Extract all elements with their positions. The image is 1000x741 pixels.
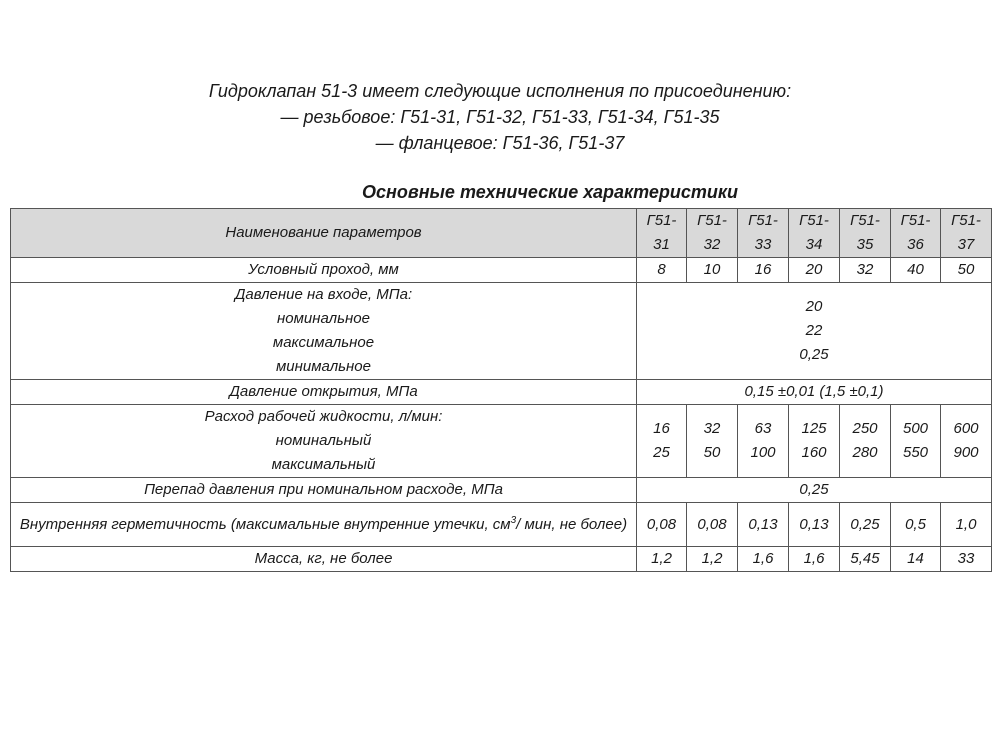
table-row bbox=[11, 380, 992, 405]
row-label: Давление на входе, МПа: номинальное максимальное минимальное bbox=[11, 283, 637, 380]
table-cell: 250 280 bbox=[840, 405, 891, 478]
table-cell: 16 bbox=[738, 258, 789, 283]
table-cell: 0,08 bbox=[687, 503, 738, 547]
table-title: Основные технические характеристики bbox=[361, 182, 739, 202]
table-cell: 33 bbox=[941, 547, 992, 572]
model-header: Г51- 35 bbox=[840, 209, 891, 258]
model-header: Г51- 32 bbox=[687, 209, 738, 258]
table-cell: 40 bbox=[891, 258, 941, 283]
table-row bbox=[11, 283, 992, 380]
table-cell: 8 bbox=[637, 258, 687, 283]
model-header: Г51- 36 bbox=[891, 209, 941, 258]
table-cell: 10 bbox=[687, 258, 738, 283]
table-cell: 1,6 bbox=[738, 547, 789, 572]
table-cell: 600 900 bbox=[941, 405, 992, 478]
intro-line-1: Гидроклапан 51-3 имеет следующие исполнения по присоединению: bbox=[208, 81, 792, 101]
intro-line-2: — резьбовое: Г51-31, Г51-32, Г51-33, Г51-34, Г51-35 bbox=[280, 107, 720, 127]
table-row bbox=[11, 478, 992, 503]
intro-text bbox=[0, 78, 1000, 156]
param-header: Наименование параметров bbox=[11, 209, 637, 258]
table-cell: 1,2 bbox=[637, 547, 687, 572]
table-cell: 125 160 bbox=[789, 405, 840, 478]
table-cell: 32 50 bbox=[687, 405, 738, 478]
specs-table bbox=[10, 208, 992, 572]
table-cell: 0,13 bbox=[789, 503, 840, 547]
table-cell: 63 100 bbox=[738, 405, 789, 478]
table-cell: 0,25 bbox=[840, 503, 891, 547]
table-cell: 0,5 bbox=[891, 503, 941, 547]
table-row bbox=[11, 503, 992, 547]
row-label: Внутренняя герметичность (максимальные внутренние утечки, $см^3/$ мин, не более) bbox=[11, 503, 637, 547]
model-header: Г51- 33 bbox=[738, 209, 789, 258]
merged-cell: 0,15 ±0,01 (1,5 ±0,1) bbox=[637, 380, 992, 405]
row-label: Расход рабочей жидкости, л/мин: номинальный максимальный bbox=[11, 405, 637, 478]
table-cell: 0,08 bbox=[637, 503, 687, 547]
table-cell: 16 25 bbox=[637, 405, 687, 478]
table-cell: 1,2 bbox=[687, 547, 738, 572]
model-header: Г51- 37 bbox=[941, 209, 992, 258]
model-header: Г51- 31 bbox=[637, 209, 687, 258]
table-row bbox=[11, 258, 992, 283]
merged-cell: 0,25 bbox=[637, 478, 992, 503]
table-row bbox=[11, 547, 992, 572]
table-cell: 1,6 bbox=[789, 547, 840, 572]
table-cell: 0,13 bbox=[738, 503, 789, 547]
row-label: Давление открытия, МПа bbox=[11, 380, 637, 405]
table-cell: 14 bbox=[891, 547, 941, 572]
merged-cell: 20 22 0,25 bbox=[637, 283, 992, 380]
table-cell: 32 bbox=[840, 258, 891, 283]
table-cell: 50 bbox=[941, 258, 992, 283]
row-label: Масса, кг, не более bbox=[11, 547, 637, 572]
row-label: Условный проход, мм bbox=[11, 258, 637, 283]
intro-line-3: — фланцевое: Г51-36, Г51-37 bbox=[375, 133, 625, 153]
table-cell: 500 550 bbox=[891, 405, 941, 478]
table-row bbox=[11, 405, 992, 478]
header-row bbox=[11, 209, 992, 258]
table-cell: 20 bbox=[789, 258, 840, 283]
row-label: Перепад давления при номинальном расходе, МПа bbox=[11, 478, 637, 503]
table-cell: 5,45 bbox=[840, 547, 891, 572]
table-cell: 1,0 bbox=[941, 503, 992, 547]
model-header: Г51- 34 bbox=[789, 209, 840, 258]
